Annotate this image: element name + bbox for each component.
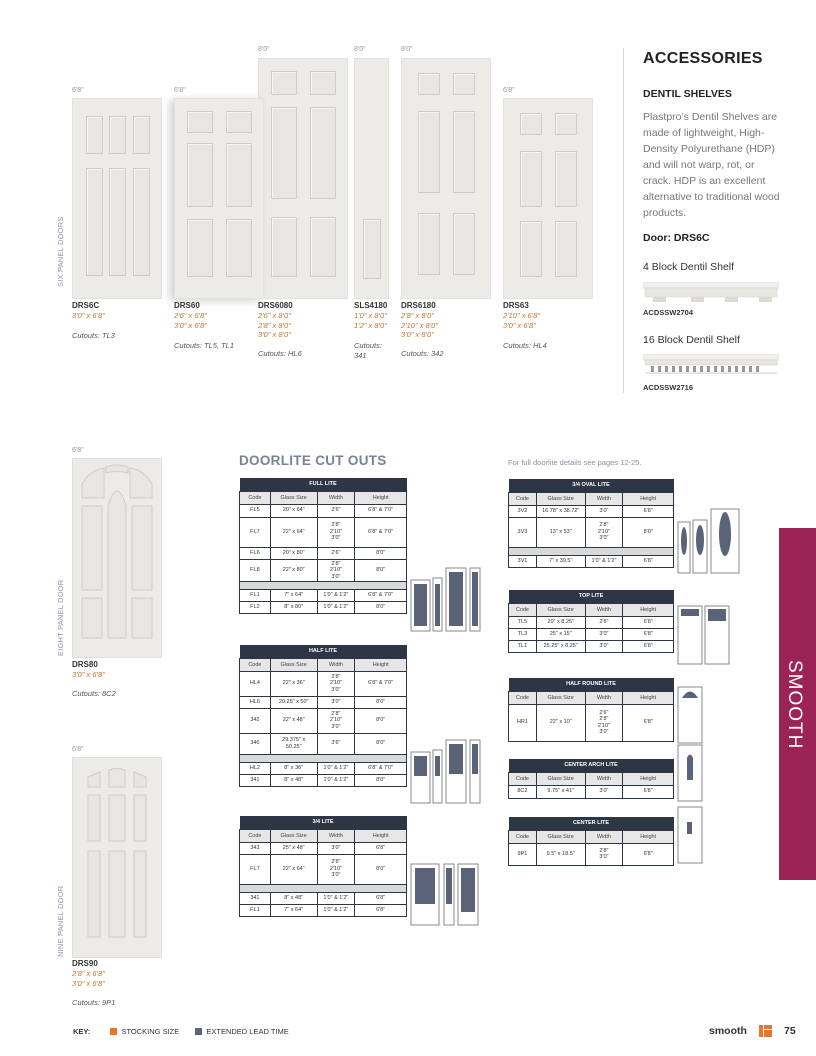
table-cell: 22" x 64"	[270, 517, 317, 547]
table-cell: 25" x 48"	[270, 842, 317, 854]
door-name: DRS90	[72, 959, 98, 968]
column-header: Width	[585, 830, 623, 843]
table-cell: 22" x 48"	[270, 708, 317, 733]
table-cell: FL5	[240, 504, 271, 517]
table-row	[240, 774, 407, 786]
table-cell: 2'8" 2'10" 3'0"	[317, 708, 355, 733]
column-header: Height	[623, 603, 674, 616]
door-height-label: 6'8"	[72, 447, 84, 454]
table-title: 3/4 OVAL LITE	[509, 479, 674, 492]
column-header: Width	[585, 691, 623, 704]
stocking-swatch	[110, 1028, 117, 1035]
table-cell: 9.5" x 18.5"	[536, 843, 585, 865]
door-height-label: 8'0"	[401, 46, 413, 53]
door-cutouts: Cutouts: 341	[354, 341, 382, 360]
column-header: Code	[509, 691, 537, 704]
table-cell: 6'8" & 7'0"	[355, 517, 407, 547]
table-cell: 6'8"	[355, 892, 407, 904]
16-block-dentil-shelf-image	[643, 354, 779, 378]
table-cell: 3'0"	[317, 696, 355, 708]
table-cell: 6'8"	[623, 704, 674, 741]
column-header: Code	[509, 603, 537, 616]
table-cell: 7" x 64"	[270, 590, 317, 602]
door-height-label: 6'8"	[72, 746, 84, 753]
table-cell: 2'6"	[585, 616, 623, 628]
stocking-label: STOCKING SIZE	[121, 1027, 180, 1036]
table-cell: 8" x 48"	[270, 774, 317, 786]
table-cell: 2'8" 2'10" 3'0"	[317, 854, 355, 884]
table-row	[509, 616, 674, 628]
door-sizes: 3'0" x 6'8"	[72, 311, 105, 320]
column-header: Glass Size	[536, 830, 585, 843]
door-height-label: 6'8"	[72, 87, 84, 94]
door-drs6180-image	[401, 58, 491, 299]
column-header: Code	[240, 829, 271, 842]
table-title: HALF ROUND LITE	[509, 678, 674, 691]
table-cell: 6'8"	[623, 555, 674, 567]
table-cell: 3'0"	[585, 640, 623, 652]
table-cell: 1'0" & 1'2"	[317, 602, 355, 614]
oval-lite-table	[508, 479, 674, 568]
accessories-title: ACCESSORIES	[643, 50, 763, 67]
table-cell: 6'8" & 7'0"	[355, 671, 407, 696]
table-row	[240, 517, 407, 547]
door-drs80-image	[72, 458, 162, 658]
table-row	[509, 785, 674, 798]
column-header: Code	[240, 658, 271, 671]
page-number: 75	[784, 1025, 796, 1037]
table-title: 3/4 LITE	[240, 816, 407, 829]
column-header: Glass Size	[270, 829, 317, 842]
table-cell: FL7	[240, 854, 271, 884]
table-cell: 2'8" 2'10" 3'0"	[317, 559, 355, 582]
column-header: Glass Size	[536, 772, 585, 785]
table-cell: 343	[240, 842, 271, 854]
table-cell: 8" x 48"	[270, 892, 317, 904]
table-cell: HL6	[240, 696, 271, 708]
table-cell: 8'0"	[355, 547, 407, 559]
table-cell: 6'8"	[355, 904, 407, 916]
table-cell: 22" x 36"	[270, 671, 317, 696]
door-sizes: 2'6" x 6'8" 3'0" x 6'8"	[174, 311, 207, 330]
door-name: DRS6180	[401, 301, 436, 310]
table-row	[240, 671, 407, 696]
extended-label: EXTENDED LEAD TIME	[206, 1027, 289, 1036]
shelf-code: ACDSSW2704	[643, 308, 694, 317]
footer-key	[73, 1027, 289, 1036]
table-row	[240, 602, 407, 614]
column-header: Width	[585, 492, 623, 505]
door-sizes: 1'0" x 8'0" 1'2" x 8'0"	[354, 311, 387, 330]
table-cell: 1'0" & 1'2"	[317, 590, 355, 602]
column-header: Code	[509, 492, 537, 505]
top-lite-illustration	[677, 605, 741, 665]
door-logo-icon	[759, 1025, 772, 1037]
column-header: Height	[623, 830, 674, 843]
table-cell: HL2	[240, 762, 271, 774]
column-header: Glass Size	[270, 658, 317, 671]
column-header: Width	[317, 658, 355, 671]
door-sizes: 2'8" x 6'8" 3'0" x 6'8"	[72, 969, 105, 988]
table-cell: 6'8"	[623, 843, 674, 865]
table-cell: 1'0" & 1'2"	[317, 762, 355, 774]
table-cell: 3'0"	[585, 505, 623, 517]
table-cell: 8'0"	[355, 774, 407, 786]
top-lite-table	[508, 590, 674, 653]
doorlite-note: For full doorlite details see pages 12-25.	[508, 458, 642, 467]
table-cell: 3'0"	[317, 842, 355, 854]
table-row	[509, 640, 674, 652]
table-cell: 9P1	[509, 843, 537, 865]
table-cell: 8" x 36"	[270, 762, 317, 774]
door-name: DRS6C	[72, 301, 100, 310]
table-row	[509, 704, 674, 741]
eight-panel-section-label: EIGHT PANEL DOOR	[56, 579, 65, 656]
center-lite-table	[508, 817, 674, 866]
doorlite-title: DOORLITE CUT OUTS	[239, 453, 387, 468]
door-cutouts: Cutouts: 9P1	[72, 998, 116, 1007]
table-cell: 6'8"	[623, 640, 674, 652]
door-sizes: 3'0" x 6'8"	[72, 670, 105, 679]
table-cell: FL1	[240, 590, 271, 602]
shelf-label: 16 Block Dentil Shelf	[643, 334, 740, 346]
table-row	[240, 892, 407, 904]
table-cell: 341	[240, 774, 271, 786]
footer-section-name: smooth	[709, 1025, 747, 1037]
accessories-divider	[623, 48, 624, 393]
table-row	[240, 590, 407, 602]
column-header: Glass Size	[536, 492, 585, 505]
table-cell: 2'8" 3'0"	[585, 843, 623, 865]
table-row	[240, 854, 407, 884]
table-cell: 8'0"	[355, 733, 407, 754]
table-cell: 8'0"	[355, 559, 407, 582]
half-round-lite-table	[508, 678, 674, 742]
table-title: CENTER LITE	[509, 817, 674, 830]
door-height-label: 6'8"	[503, 87, 515, 94]
table-cell: 2'8" 2'10" 3'0"	[585, 517, 623, 547]
table-row	[240, 547, 407, 559]
door-cutouts: Cutouts: TL3	[72, 331, 115, 340]
table-cell: 1'0" & 1'2"	[317, 892, 355, 904]
table-row	[509, 555, 674, 567]
table-cell: TL1	[509, 640, 537, 652]
column-header: Code	[240, 491, 271, 504]
table-cell: 8'0"	[355, 602, 407, 614]
table-cell: 2'6" 2'8" 2'10" 3'0"	[585, 704, 623, 741]
oval-lite-illustration	[677, 508, 741, 574]
table-cell: 8'0"	[355, 854, 407, 884]
table-title: FULL LITE	[240, 478, 407, 491]
table-cell: 3'0"	[585, 785, 623, 798]
table-cell: 2'8" 2'10" 3'0"	[317, 671, 355, 696]
table-row	[240, 696, 407, 708]
column-header: Code	[509, 772, 537, 785]
table-row	[240, 733, 407, 754]
table-cell: 9.75" x 41"	[536, 785, 585, 798]
table-cell: 22" x 64"	[270, 854, 317, 884]
table-cell: 6'8"	[623, 616, 674, 628]
table-cell: 3V1	[509, 555, 537, 567]
table-row	[240, 708, 407, 733]
table-cell: 20.25" x 50"	[270, 696, 317, 708]
column-header: Code	[509, 830, 537, 843]
table-cell: 346	[240, 733, 271, 754]
table-cell: 3V3	[509, 517, 537, 547]
table-cell: 2'6"	[317, 504, 355, 517]
table-cell: 7" x 39.5"	[536, 555, 585, 567]
column-header: Height	[355, 491, 407, 504]
column-header: Height	[355, 829, 407, 842]
table-cell: TL3	[509, 628, 537, 640]
table-cell: TL5	[509, 616, 537, 628]
center-lite-illustration	[677, 806, 707, 864]
center-arch-lite-illustration	[677, 744, 707, 802]
table-cell: 342	[240, 708, 271, 733]
door-name: SLS4180	[354, 301, 388, 310]
accessories-description: Plastpro’s Dentil Shelves are made of lightweight, High-Density Polyurethane (HDP) and will not warp, rot, or crack. HDP is an excellent alternative to traditional wood products.	[643, 111, 780, 219]
table-cell: HR1	[509, 704, 537, 741]
table-row	[240, 559, 407, 582]
door-cutouts: Cutouts: HL6	[258, 349, 302, 358]
column-header: Height	[623, 772, 674, 785]
table-cell: 3'6"	[317, 733, 355, 754]
table-cell: 8C2	[509, 785, 537, 798]
table-cell: FL1	[240, 904, 271, 916]
table-cell: 20" x 80"	[270, 547, 317, 559]
door-sizes: 2'8" x 8'0" 2'10" x 8'0" 3'0" x 8'0"	[401, 311, 438, 339]
table-row	[240, 842, 407, 854]
table-row	[240, 904, 407, 916]
door-sls4180-image	[354, 58, 389, 299]
door-drs63-image	[503, 98, 593, 299]
table-cell: FL8	[240, 559, 271, 582]
door-name: DRS80	[72, 660, 98, 669]
table-cell: 1'0" & 1'2"	[317, 774, 355, 786]
door-drs90-image	[72, 757, 162, 958]
door-height-label: 8'0"	[258, 46, 270, 53]
column-header: Glass Size	[536, 691, 585, 704]
table-cell: 8'0"	[355, 696, 407, 708]
table-cell: 29.375" x 50.25"	[270, 733, 317, 754]
door-drs6080-image	[258, 58, 348, 299]
three-quarter-lite-illustration	[410, 860, 482, 926]
table-cell: 22" x 10"	[536, 704, 585, 741]
door-sizes: 2'10" x 6'8" 3'0" x 6'8"	[503, 311, 540, 330]
column-header: Width	[585, 772, 623, 785]
table-cell: 6'8" & 7'0"	[355, 504, 407, 517]
column-header: Height	[355, 658, 407, 671]
table-row	[509, 628, 674, 640]
table-title: HALF LITE	[240, 645, 407, 658]
column-header: Glass Size	[536, 603, 585, 616]
door-name: DRS63	[503, 301, 529, 310]
table-cell: FL6	[240, 547, 271, 559]
table-row	[240, 504, 407, 517]
shelf-code: ACDSSW2716	[643, 383, 694, 392]
six-panel-section-label: SIX PANEL DOORS	[56, 216, 65, 287]
table-cell: 25.25" x 8.25"	[536, 640, 585, 652]
table-cell: 13" x 53"	[536, 517, 585, 547]
table-cell: 6'8"	[355, 842, 407, 854]
full-lite-table	[239, 478, 407, 614]
table-row	[240, 762, 407, 774]
door-cutouts: Cutouts: 342	[401, 349, 444, 358]
half-lite-table	[239, 645, 407, 787]
table-cell: 7" x 64"	[270, 904, 317, 916]
door-name: DRS6080	[258, 301, 293, 310]
accessories-door: Door: DRS6C	[643, 232, 710, 244]
table-cell: 3'0"	[585, 628, 623, 640]
column-header: Width	[585, 603, 623, 616]
table-cell: 6'8"	[623, 628, 674, 640]
center-arch-lite-table	[508, 759, 674, 799]
accessories-subtitle: DENTIL SHELVES	[643, 88, 732, 100]
table-row	[509, 505, 674, 517]
door-cutouts: Cutouts: HL4	[503, 341, 547, 350]
door-drs6c-image	[72, 98, 162, 299]
section-tab-label: SMOOTH	[784, 660, 805, 750]
table-cell: 2'6"	[317, 547, 355, 559]
door-sizes: 2'6" x 8'0" 2'8" x 8'0" 3'0" x 8'0"	[258, 311, 291, 339]
table-cell: 3V2	[509, 505, 537, 517]
table-cell: HL4	[240, 671, 271, 696]
table-title: TOP LITE	[509, 590, 674, 603]
column-header: Width	[317, 491, 355, 504]
door-drs60-image	[174, 98, 264, 299]
column-header: Height	[623, 492, 674, 505]
door-cutouts: Cutouts: TL5, TL1	[174, 341, 235, 350]
table-cell: 1'0" & 1'2"	[317, 904, 355, 916]
table-row	[509, 517, 674, 547]
half-lite-illustration	[410, 738, 482, 804]
table-cell: 8" x 80"	[270, 602, 317, 614]
table-cell: 6'8" & 7'0"	[355, 762, 407, 774]
full-lite-illustration	[410, 566, 482, 632]
table-cell: FL7	[240, 517, 271, 547]
half-round-lite-illustration	[677, 686, 707, 744]
door-name: DRS60	[174, 301, 200, 310]
door-height-label: 8'0"	[354, 46, 366, 53]
table-cell: 6'8"	[623, 785, 674, 798]
three-quarter-lite-table	[239, 816, 407, 917]
table-cell: 8'0"	[355, 708, 407, 733]
table-cell: 25" x 15"	[536, 628, 585, 640]
table-cell: 341	[240, 892, 271, 904]
table-cell: 20" x 8.25"	[536, 616, 585, 628]
column-header: Glass Size	[270, 491, 317, 504]
door-height-label: 6'8"	[174, 87, 186, 94]
column-header: Width	[317, 829, 355, 842]
table-cell: FL2	[240, 602, 271, 614]
table-cell: 16.78" x 38.72"	[536, 505, 585, 517]
nine-panel-section-label: NINE PANEL DOOR	[56, 885, 65, 957]
extended-swatch	[195, 1028, 202, 1035]
column-header: Height	[623, 691, 674, 704]
shelf-label: 4 Block Dentil Shelf	[643, 261, 735, 273]
table-cell: 20" x 64"	[270, 504, 317, 517]
table-cell: 22" x 80"	[270, 559, 317, 582]
4-block-dentil-shelf-image	[643, 282, 779, 306]
table-cell: 6'8" & 7'0"	[355, 590, 407, 602]
table-row	[509, 843, 674, 865]
table-cell: 2'8" 2'10" 3'0"	[317, 517, 355, 547]
table-cell: 8'0"	[623, 517, 674, 547]
key-label: KEY:	[73, 1027, 91, 1036]
table-cell: 1'0" & 1'2"	[585, 555, 623, 567]
table-title: CENTER ARCH LITE	[509, 759, 674, 772]
door-cutouts: Cutouts: 8C2	[72, 689, 116, 698]
table-cell: 6'8"	[623, 505, 674, 517]
